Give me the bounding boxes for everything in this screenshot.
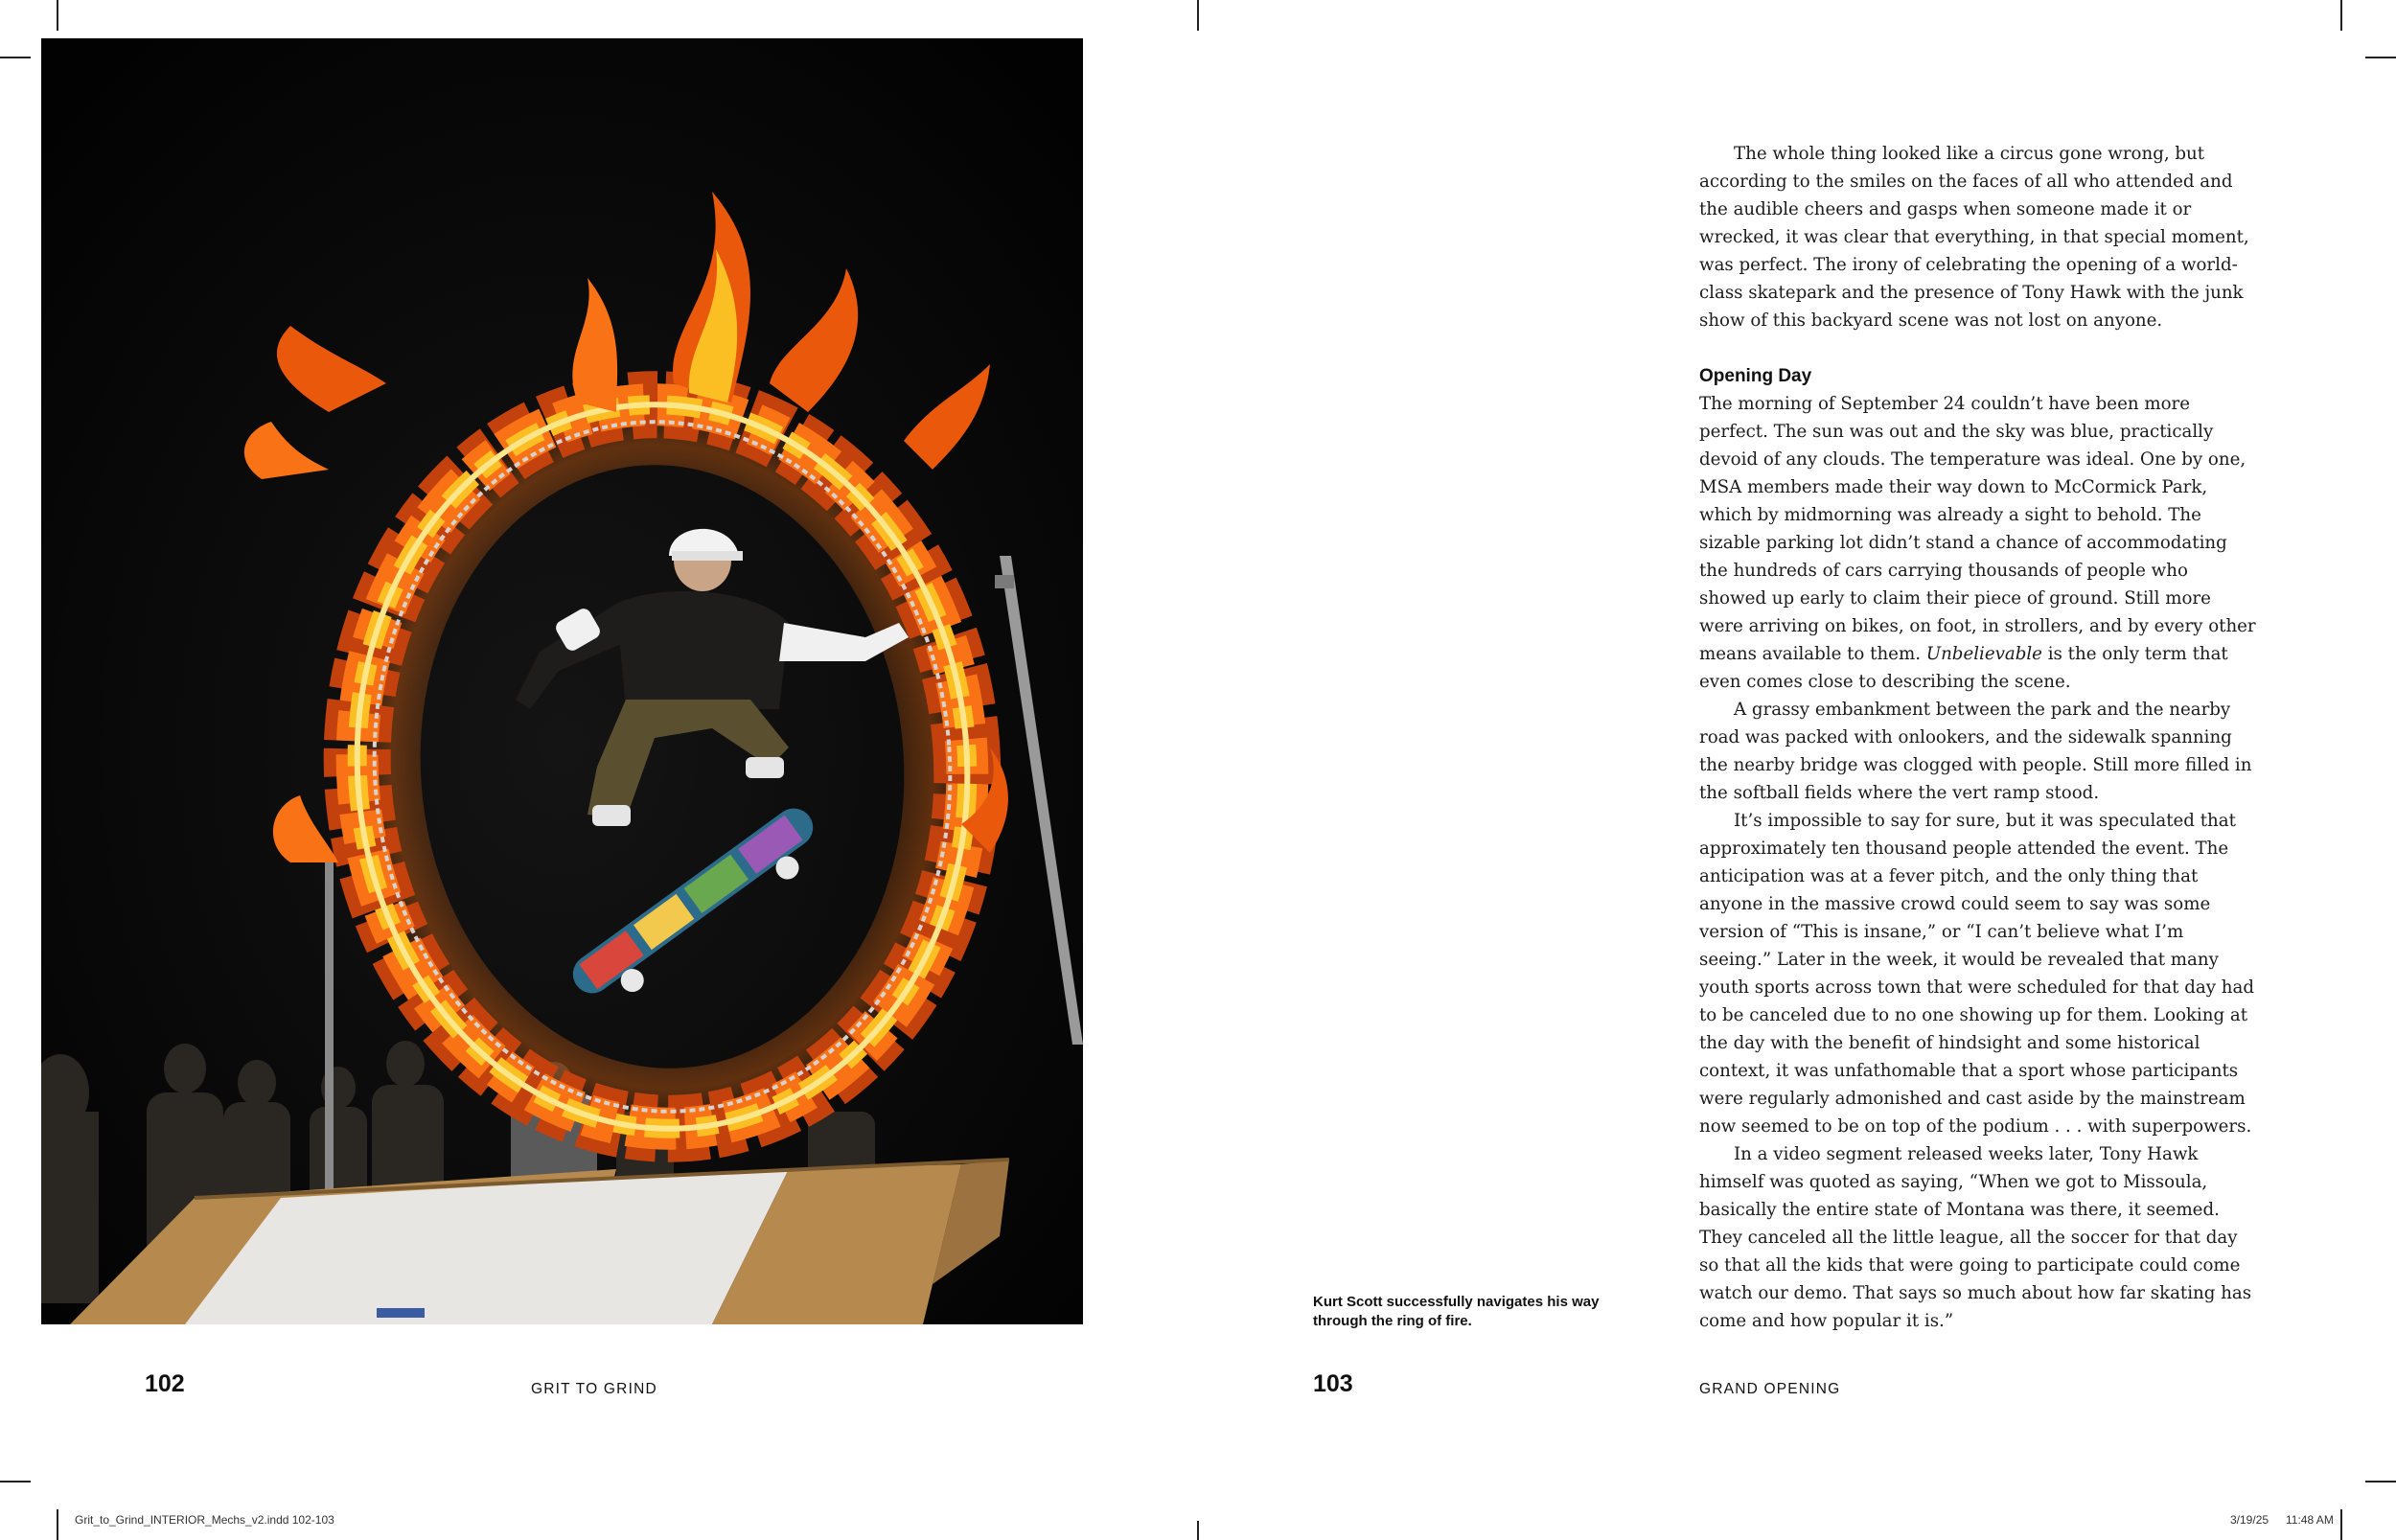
crop-mark	[2340, 0, 2342, 31]
right-page-number: 103	[1313, 1370, 1353, 1397]
photo-caption: Kurt Scott successfully navigates his way through the ring of fire.	[1313, 1294, 1600, 1329]
paragraph: A grassy embankment between the park and the nearby road was packed with onlookers, and the sidewalk spanning the nearby bridge was clogged with people. Still more filled in the softball fields where the vert ramp stood.	[1699, 700, 2252, 803]
crop-mark	[0, 1481, 31, 1483]
left-running-head: GRIT TO GRIND	[531, 1381, 657, 1397]
slug-date: 3/19/25	[2230, 1513, 2269, 1527]
crop-mark	[2365, 1481, 2396, 1483]
slug-time: 11:48 AM	[2286, 1513, 2334, 1527]
paragraph: It’s impossible to say for sure, but it was speculated that approximately ten thousand people attended the event. The anticipation was at a fever pitch, and the only thing that anyone in the massive crowd could seem to say was some version of “This is insane,” or “I can’t believe what I’m seeing.” Later in the week, it would be revealed that many youth sports across town that were scheduled for that day had to be canceled due to no one showing up for them. Looking at the day with the benefit of hindsight and some historical context, it was unfathomable that a sport whose participants were regularly admonished and cast aside by the mainstream now seemed to be on top of the podium . . . with superpowers.	[1699, 811, 2254, 1137]
crop-mark	[1197, 1521, 1199, 1540]
paragraph: The whole thing looked like a circus gone wrong, but according to the smiles on the faces of all who attended and the audible cheers and gasps when someone made it or wrecked, it was clear that everything, in that special moment, was perfect. The irony of celebrating the opening of a world-class skatepark and the presence of Tony Hawk with the junk show of this backyard scene was not lost on anyone.	[1699, 144, 2249, 331]
crop-mark	[57, 0, 58, 31]
emphasis: Unbelievable	[1925, 644, 2042, 664]
right-running-head: GRAND OPENING	[1699, 1381, 1841, 1397]
section-heading: Opening Day	[1699, 366, 1812, 386]
article-body	[1699, 140, 2260, 1335]
skater-fire-ring-photo	[41, 38, 1083, 1324]
crop-mark	[0, 57, 31, 58]
crop-mark	[1197, 0, 1199, 31]
crop-mark	[2365, 57, 2396, 58]
left-page-number: 102	[145, 1370, 185, 1397]
crop-mark	[57, 1509, 58, 1540]
paragraph: The morning of September 24 couldn’t have been more perfect. The sun was out and the sky was blue, practically devoid of any clouds. The temperature was ideal. One by one, MSA members made their way down to McCormick Park, which by midmorning was already a sight to behold. The sizable parking lot didn’t stand a chance of accommodating the hundreds of cars carrying thousands of people who showed up early to claim their piece of ground. Still more were arriving on bikes, on foot, in strollers, and by every other means available to them. Unbelievable is the only term that even comes close to describing the scene.	[1699, 394, 2256, 692]
crop-mark	[2340, 1509, 2342, 1540]
paragraph: In a video segment released weeks later, Tony Hawk himself was quoted as saying, “When we got to Missoula, basically the entire state of Montana was there, it seemed. They canceled all the little league, all the soccer for that day so that all the kids that were going to participate could come watch our demo. That says so much about how far skating has come and how popular it is.”	[1699, 1144, 2252, 1331]
file-slug: Grit_to_Grind_INTERIOR_Mechs_v2.indd 102-103	[75, 1513, 334, 1527]
